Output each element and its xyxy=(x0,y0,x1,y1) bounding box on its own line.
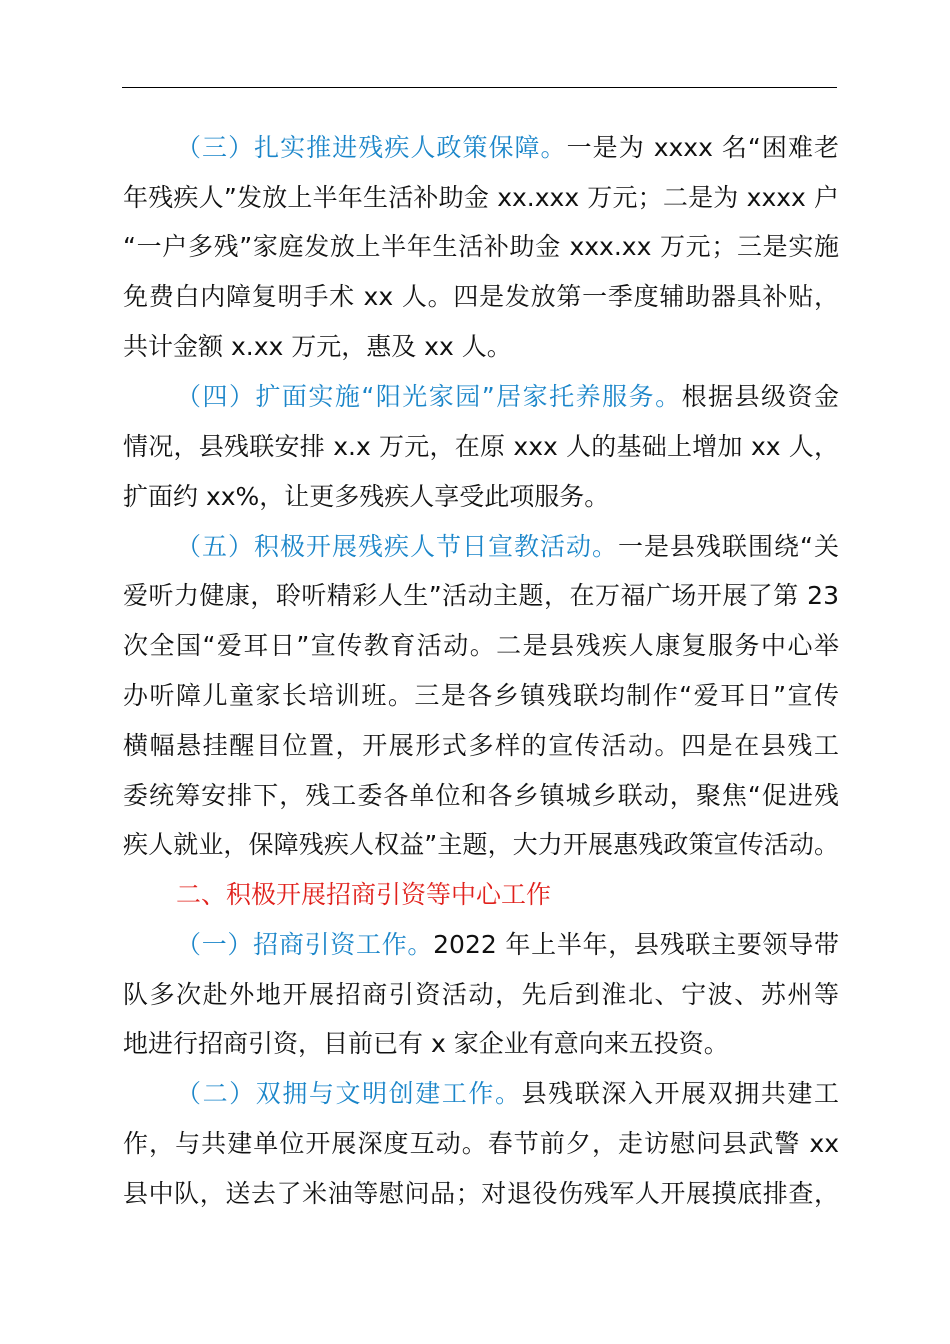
paragraph-line: “一户多残”家庭发放上半年生活补助金 xxx.xx 万元；三是实施 xyxy=(123,232,839,261)
paragraph-text: 根据县级资金 xyxy=(681,382,839,411)
paragraph-line: 队多次赴外地开展招商引资活动，先后到淮北、宁波、苏州等 xyxy=(123,980,839,1009)
paragraph-line: 委统筹安排下，残工委各单位和各乡镇城乡联动，聚焦“促进残 xyxy=(123,781,839,810)
paragraph-line: 县中队，送去了米油等慰问品；对退役伤残军人开展摸底排查， xyxy=(123,1179,839,1208)
paragraph-line: 疾人就业，保障残疾人权益”主题，大力开展惠残政策宣传活动。 xyxy=(123,830,839,859)
paragraph-line: 扩面约 xx%，让更多残疾人享受此项服务。 xyxy=(123,482,610,511)
paragraph-heading: （五）积极开展残疾人节日宣教活动。 xyxy=(176,532,619,561)
paragraph-heading: （四）扩面实施“阳光家园”居家托养服务。 xyxy=(176,382,682,411)
paragraph-line: 横幅悬挂醒目位置，开展形式多样的宣传活动。四是在县残工 xyxy=(123,731,839,760)
paragraph-heading: （二）双拥与文明创建工作。 xyxy=(176,1079,522,1108)
paragraph-text: 2022 年上半年，县残联主要领导带 xyxy=(433,930,839,959)
paragraph-line: 爱听力健康，聆听精彩人生”活动主题，在万福广场开展了第 23 xyxy=(123,581,839,610)
paragraph-line xyxy=(176,1077,839,1111)
paragraph-line: 办听障儿童家长培训班。三是各乡镇残联均制作“爱耳日”宣传 xyxy=(123,681,839,710)
paragraph-line: 次全国“爱耳日”宣传教育活动。二是县残疾人康复服务中心举 xyxy=(123,631,839,660)
paragraph-text: 一是县残联围绕“关 xyxy=(618,532,839,561)
paragraph-line xyxy=(176,530,839,564)
paragraph-heading: （一）招商引资工作。 xyxy=(176,930,434,959)
paragraph-line: 情况，县残联安排 x.x 万元，在原 xxx 人的基础上增加 xx 人， xyxy=(123,432,839,461)
paragraph-line: 作，与共建单位开展深度互动。春节前夕，走访慰问县武警 xx xyxy=(123,1129,839,1158)
paragraph-line: 年残疾人”发放上半年生活补助金 xx.xxx 万元；二是为 xxxx 户 xyxy=(123,183,839,212)
header-rule xyxy=(122,87,837,88)
paragraph-line xyxy=(176,131,839,165)
paragraph-line: 免费白内障复明手术 xx 人。四是发放第一季度辅助器具补贴， xyxy=(123,282,839,311)
section-heading: 二、积极开展招商引资等中心工作 xyxy=(176,880,552,909)
paragraph-line xyxy=(176,380,839,414)
paragraph-line: 地进行招商引资，目前已有 x 家企业有意向来五投资。 xyxy=(123,1029,729,1058)
paragraph-line: 共计金额 x.xx 万元，惠及 xx 人。 xyxy=(123,332,512,361)
paragraph-line xyxy=(176,928,839,962)
paragraph-text: 一是为 xxxx 名“困难老 xyxy=(566,133,839,162)
paragraph-text: 县残联深入开展双拥共建工 xyxy=(521,1079,839,1108)
paragraph-heading: （三）扎实推进残疾人政策保障。 xyxy=(176,133,567,162)
